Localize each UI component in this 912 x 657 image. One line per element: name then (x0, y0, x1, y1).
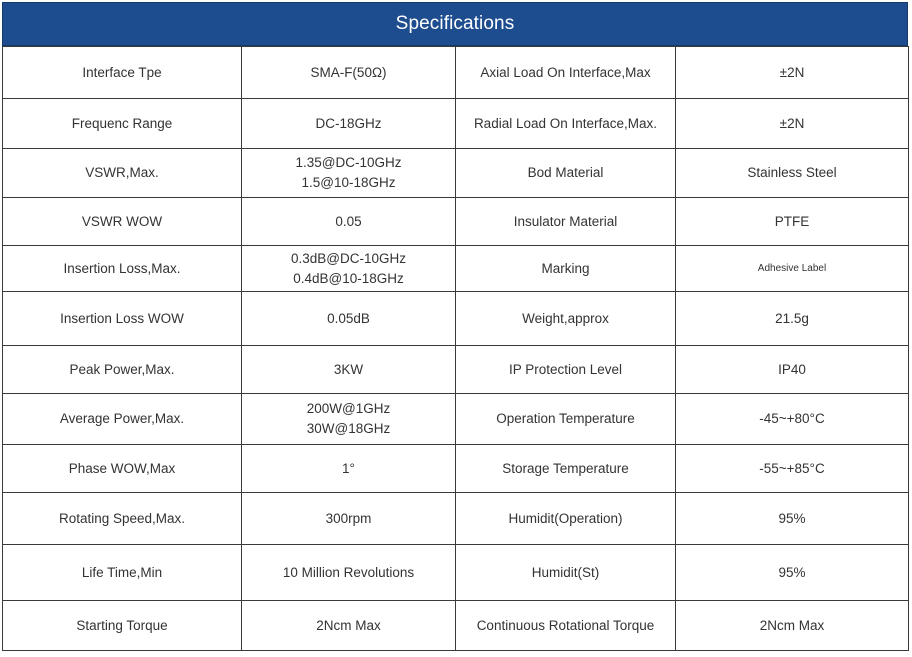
spec-row (3, 198, 909, 246)
spec-parameter-value (242, 493, 456, 545)
spec-parameter-value (242, 246, 456, 292)
specifications-table (2, 46, 909, 651)
spec-parameter-value: 2Ncm Max (676, 601, 909, 651)
spec-value-line: 300rpm (325, 510, 372, 526)
spec-parameter-value (242, 292, 456, 346)
spec-parameter-value: ±2N (676, 99, 909, 149)
spec-value-line: 3KW (333, 361, 364, 377)
spec-parameter-label: Insertion Loss WOW (3, 292, 242, 346)
spec-parameter-value: -45~+80°C (676, 394, 909, 445)
spec-parameter-label: VSWR,Max. (3, 149, 242, 198)
spec-row (3, 47, 909, 99)
spec-value-line: 1.35@DC-10GHz (295, 155, 402, 170)
spec-parameter-value (242, 149, 456, 198)
spec-value-line: 1° (342, 460, 355, 476)
specifications-panel (2, 2, 908, 651)
spec-parameter-label: Continuous Rotational Torque (456, 601, 676, 651)
spec-value-line: 0.4dB@10-18GHz (293, 270, 404, 286)
spec-parameter-value (242, 346, 456, 394)
spec-parameter-value: IP40 (676, 346, 909, 394)
spec-row (3, 493, 909, 545)
spec-parameter-label: Insulator Material (456, 198, 676, 246)
spec-value-line: 10 Million Revolutions (282, 564, 415, 580)
spec-parameter-label: Radial Load On Interface,Max. (456, 99, 676, 149)
spec-value-line: 2Ncm Max (316, 617, 381, 633)
spec-parameter-value (242, 47, 456, 99)
spec-value-line: 0.05 (335, 213, 362, 229)
spec-parameter-value (242, 99, 456, 149)
spec-row (3, 394, 909, 445)
spec-row (3, 149, 909, 198)
spec-value-line: 30W@18GHz (306, 421, 391, 436)
spec-parameter-value: -55~+85°C (676, 445, 909, 493)
spec-parameter-label: Rotating Speed,Max. (3, 493, 242, 545)
spec-parameter-value (242, 198, 456, 246)
spec-parameter-value (242, 445, 456, 493)
spec-value-line: SMA-F(50Ω) (310, 64, 387, 80)
specifications-table-body (3, 47, 909, 651)
spec-parameter-value: 95% (676, 545, 909, 601)
spec-row (3, 545, 909, 601)
spec-parameter-label: Interface Tpe (3, 47, 242, 99)
spec-parameter-label: Peak Power,Max. (3, 346, 242, 394)
spec-row (3, 292, 909, 346)
spec-parameter-label: Insertion Loss,Max. (3, 246, 242, 292)
spec-parameter-label: Storage Temperature (456, 445, 676, 493)
spec-row (3, 99, 909, 149)
spec-row (3, 246, 909, 292)
spec-row (3, 601, 909, 651)
spec-parameter-label: Humidit(Operation) (456, 493, 676, 545)
spec-parameter-value: 95% (676, 493, 909, 545)
spec-value-line: 1.5@10-18GHz (301, 175, 396, 190)
spec-parameter-value (242, 601, 456, 651)
spec-parameter-label: Starting Torque (3, 601, 242, 651)
spec-parameter-value (242, 394, 456, 445)
spec-parameter-value: Adhesive Label (676, 246, 909, 292)
spec-value-line: DC-18GHz (315, 115, 382, 131)
spec-parameter-value: Stainless Steel (676, 149, 909, 198)
spec-parameter-label: Humidit(St) (456, 545, 676, 601)
spec-parameter-label: Average Power,Max. (3, 394, 242, 445)
specifications-title: Specifications (2, 2, 908, 46)
spec-parameter-label: Phase WOW,Max (3, 445, 242, 493)
spec-row (3, 346, 909, 394)
spec-parameter-label: Frequenc Range (3, 99, 242, 149)
spec-parameter-label: Axial Load On Interface,Max (456, 47, 676, 99)
spec-row (3, 445, 909, 493)
spec-value-line: 0.3dB@DC-10GHz (291, 250, 406, 266)
spec-parameter-label: Weight,approx (456, 292, 676, 346)
spec-parameter-value (242, 545, 456, 601)
spec-parameter-label: Bod Material (456, 149, 676, 198)
spec-parameter-value: 21.5g (676, 292, 909, 346)
spec-value-line: 0.05dB (327, 310, 370, 326)
spec-parameter-value: ±2N (676, 47, 909, 99)
spec-parameter-label: VSWR WOW (3, 198, 242, 246)
spec-parameter-label: Life Time,Min (3, 545, 242, 601)
spec-parameter-value: PTFE (676, 198, 909, 246)
spec-parameter-label: Marking (456, 246, 676, 292)
spec-parameter-label: Operation Temperature (456, 394, 676, 445)
spec-value-line: 200W@1GHz (306, 401, 391, 416)
spec-parameter-label: IP Protection Level (456, 346, 676, 394)
